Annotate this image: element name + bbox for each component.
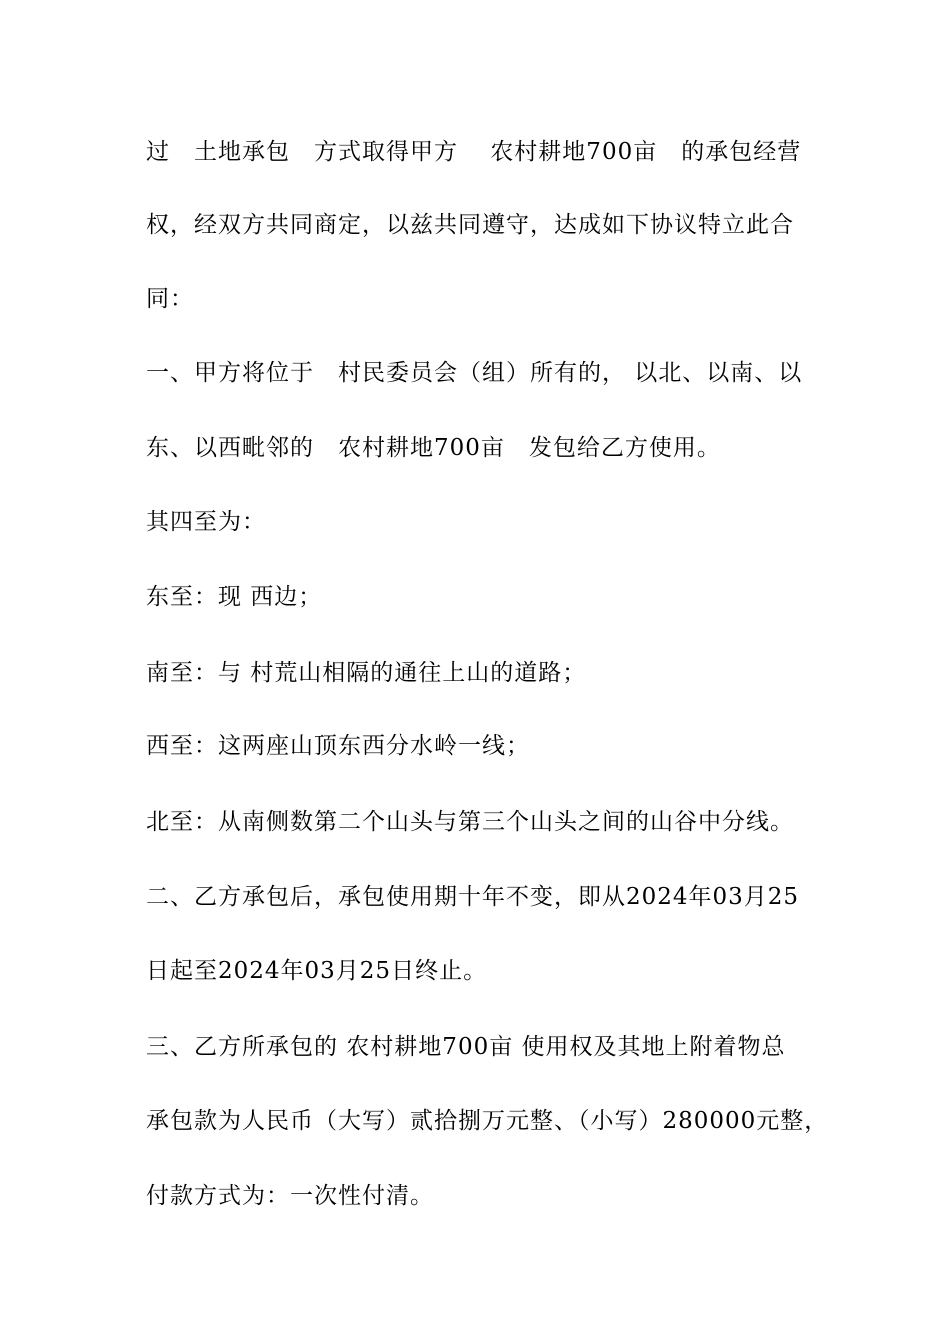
text-line: 东、以西毗邻的 农村耕地700亩 发包给乙方使用。	[146, 435, 721, 461]
text-line: 权，经双方共同商定，以兹共同遵守，达成如下协议特立此合	[146, 212, 794, 238]
text-line: 承包款为人民币（大写）贰拾捌万元整、（小写）280000元整，	[146, 1108, 829, 1134]
clause-three-line: 三、乙方所承包的 农村耕地700亩 使用权及其地上附着物总	[146, 1034, 786, 1060]
boundary-east: 东至：现 西边；	[146, 584, 323, 610]
boundary-west: 西至：这两座山顶东西分水岭一线；	[146, 733, 530, 759]
clause-two-line: 二、乙方承包后，承包使用期十年不变，即从2024年03月25	[146, 884, 800, 910]
text-line: 日起至2024年03月25日终止。	[146, 958, 488, 984]
text-line: 过 土地承包 方式取得甲方 农村耕地700亩 的承包经营	[146, 139, 802, 165]
text-line: 付款方式为：一次性付清。	[146, 1183, 434, 1209]
boundary-north: 北至：从南侧数第二个山头与第三个山头之间的山谷中分线。	[146, 809, 794, 835]
text-line: 同：	[146, 286, 194, 312]
clause-one-line: 一、甲方将位于 村民委员会（组）所有的， 以北、以南、以	[146, 360, 803, 386]
boundaries-heading: 其四至为：	[146, 509, 266, 535]
boundary-south: 南至：与 村荒山相隔的通往上山的道路；	[146, 660, 587, 686]
